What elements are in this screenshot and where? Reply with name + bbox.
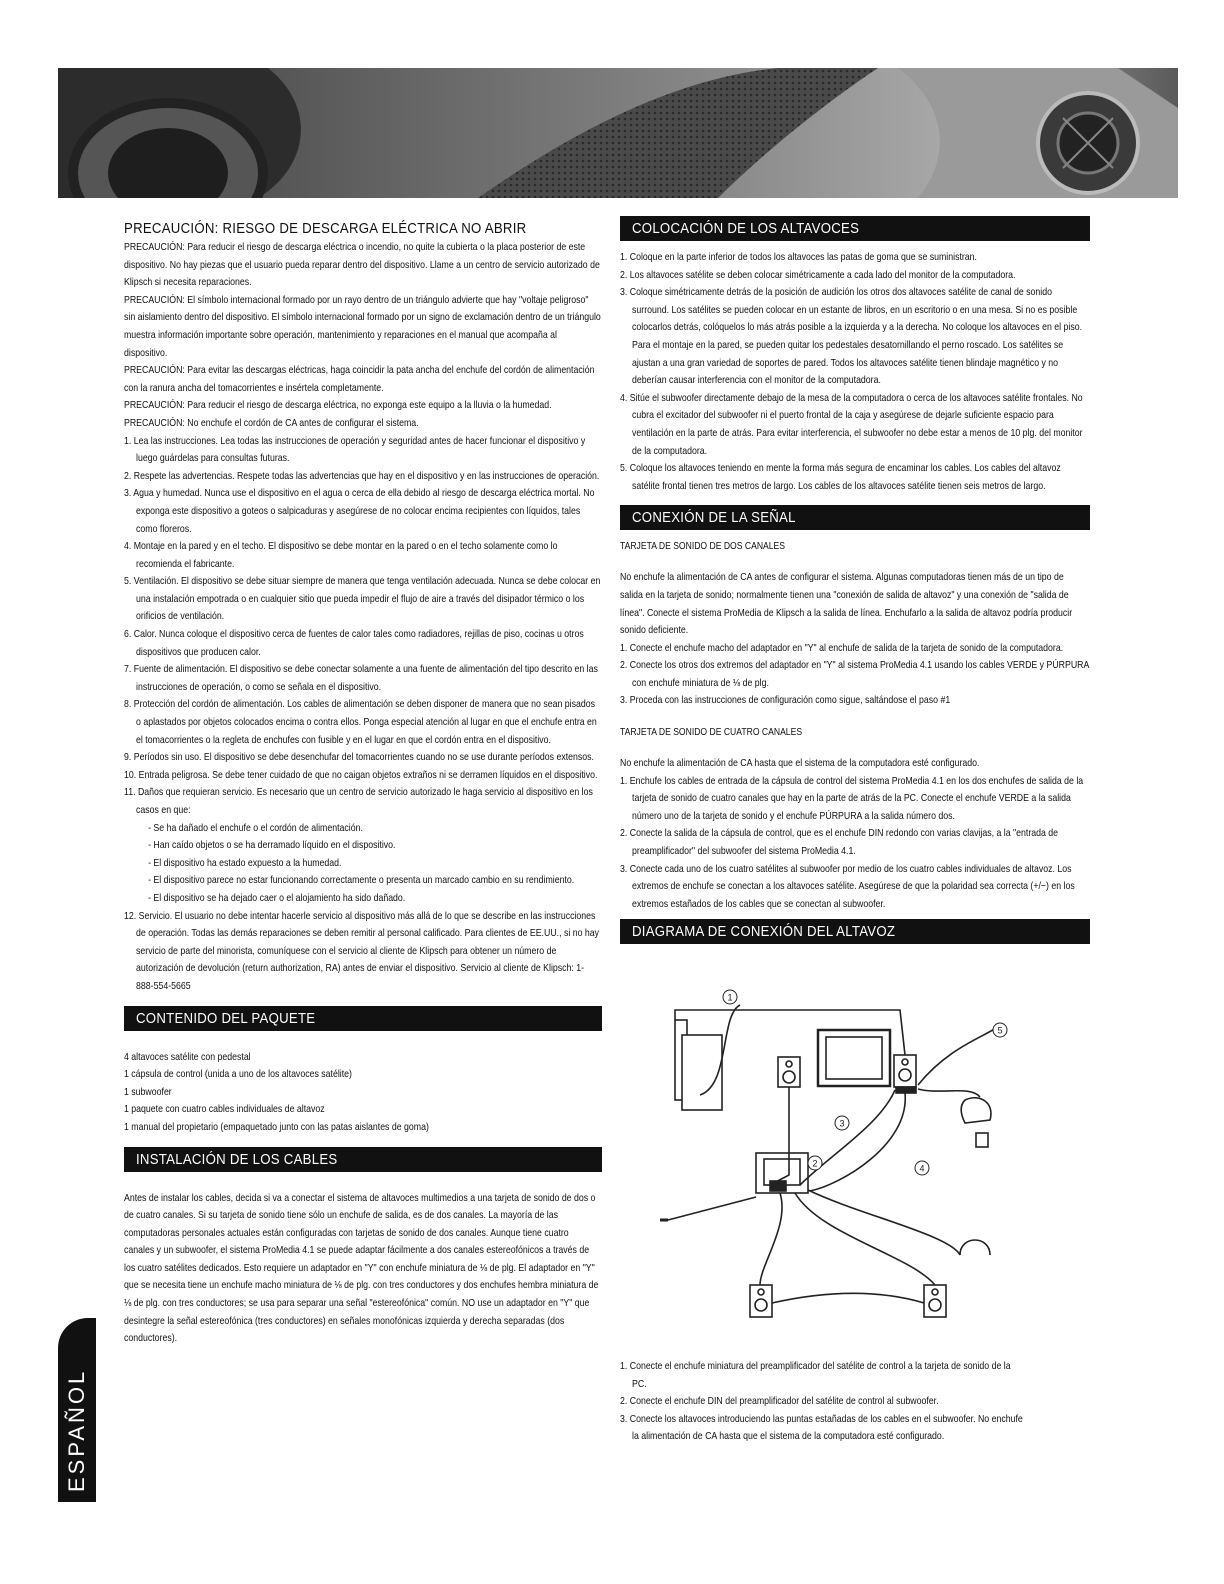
language-label: ESPAÑOL — [64, 1368, 89, 1492]
placement-item: 4. Sitúe el subwoofer directamente debajo de la mesa de la computadora o cerca de los altavoces satélite frontales. No cubra el excitador del subwoofer ni el puerto frontal de la caja y asegúrese de dejarle suficiente espacio para ventilación en la parte de atrás. Para evitar interferencia, el subwoofer no debe estar a menos de 10 plg. del monitor de la computadora. — [620, 392, 1083, 457]
four-channel-item: 3. Conecte cada uno de los cuatro satélites al subwoofer por medio de los cuatro cables individuales de altavoz. Los extremos de enchufe se conectan a los altavoces satélite. Asegúrese de que la polaridad sea correcta (+/−) en los extremos estañados de los cables que se conectan al subwoofer. — [620, 863, 1075, 910]
placement-title: COLOCACIÓN DE LOS ALTAVOCES — [632, 220, 860, 237]
four-channel-section — [620, 755, 1089, 913]
front-left-satellite — [778, 1057, 800, 1087]
monitor — [818, 1030, 890, 1086]
safety-item: 11. Daños que requieran servicio. Es necesario que un centro de servicio autorizado le haga servicio al dispositivo en los casos en que: — [124, 787, 593, 816]
diagram-title: DIAGRAMA DE CONEXIÓN DEL ALTAVOZ — [632, 923, 896, 941]
placement-section-header — [620, 216, 1090, 241]
safety-item: 4. Montaje en la pared y en el techo. El dispositivo se debe montar en la pared o en el techo solamente como lo recomienda el fabricante. — [124, 541, 558, 570]
caution-title: PRECAUCIÓN: RIESGO DE DESCARGA ELÉCTRICA NO ABRIR — [124, 220, 527, 237]
placement-item: 2. Los altavoces satélite se deben colocar simétricamente a cada lado del monitor de la computadora. — [620, 269, 1016, 281]
language-side-tab — [58, 1318, 96, 1502]
diagram-item: 2. Conecte el enchufe DIN del preamplificador del satélite de control al subwoofer. — [620, 1396, 939, 1408]
rear-left-satellite — [750, 1285, 772, 1317]
safety-item: 2. Respete las advertencias. Respete todas las advertencias que hay en el dispositivo y en las instrucciones de operación. — [124, 470, 600, 482]
two-channel-item: 2. Conecte los otros dos extremos del adaptador en "Y" al sistema ProMedia 4.1 usando los cables VERDE y PÚRPURA con enchufe miniatura de ⅛ de plg. — [620, 660, 1089, 689]
caution-paragraph: PRECAUCIÓN: El símbolo internacional formado por un rayo dentro de un triángulo advierte que hay "voltaje peligroso" sin aislamiento dentro del dispositivo. El símbolo internacional formado por un signo de exclamación dentro de un triángulo muestra información importante sobre operación, mantenimiento y reparaciones en el manual que acompaña al dispositivo. — [124, 294, 601, 359]
placement-item: 5. Coloque los altavoces teniendo en mente la forma más segura de encaminar los cables. Los cables del altavoz satélite frontal tienen tres metros de largo. Los cables de los altavoces satélite tienen seis metros de largo. — [620, 463, 1061, 492]
cables-title: INSTALACIÓN DE LOS CABLES — [136, 1150, 338, 1168]
callout-label: 1 — [727, 992, 733, 1003]
right-column — [620, 216, 1090, 944]
package-item: 1 paquete con cuatro cables individuales de altavoz — [124, 1104, 325, 1116]
damage-case: - Se ha dañado el enchufe o el cordón de alimentación. — [148, 822, 363, 834]
diagram-section-header — [620, 919, 1090, 944]
four-channel-title: TARJETA DE SONIDO DE CUATRO CANALES — [620, 727, 803, 739]
mouse-device — [961, 1098, 991, 1123]
rear-right-satellite — [924, 1285, 946, 1317]
package-item: 1 cápsula de control (unida a uno de los altavoces satélite) — [124, 1069, 352, 1081]
cables-text: Antes de instalar los cables, decida si va a conectar el sistema de altavoces multimedios a una tarjeta de sonido de dos o de cuatro canales. Si su tarjeta de sonido tiene sólo un enchufe de salida, es de dos canales. La mayoría de las computadoras personales actuales están configuradas con tarjetas de sonido de dos canales. Aunque tiene cuatro canales y un subwoofer, el sistema ProMedia 4.1 se puede adaptar fácilmente a dos canales estereofónicos a través de los cuatro satélites dedicados. Esto requiere un adaptador en "Y" con enchufe miniatura de ⅛ de plg. El adaptador en "Y" que se necesita tiene un enchufe macho miniatura de ⅛ de plg. con tres conductores y dos enchufes hembra miniatura de ⅛ de plg. con tres conductores; se usa para separar una señal "estereofónica" común. NO use un adaptador en "Y" que desintegre la señal estereofónica (tres conductores) en señales monofónicas izquierda y derecha separadas (dos conductores). — [124, 1192, 599, 1345]
four-channel-item: 2. Conecte la salida de la cápsula de control, que es el enchufe DIN redondo con varias clavijas, a la "entrada de preamplificador" del subwoofer del sistema ProMedia 4.1. — [620, 828, 1059, 858]
placement-item: 3. Coloque simétricamente detrás de la posición de audición los otros dos altavoces satélite de canal de sonido surround. Los satélites se pueden colocar en un estante de libros, en un escritorio o en una mesa. Si no es posible colocarlos detrás, colóquelos lo más atrás posible a la izquierda y a la derecha. No coloque los altavoces en el piso. Para el montaje en la pared, se pueden quitar los pedestales desatornillando el perno roscado. Los satélites se ajustan a una gran variedad de soportes de pared. Todos los altavoces satélite tienen blindaje magnético y no deberían causar interferencia con el monitor de la computadora. — [620, 287, 1083, 387]
cable — [772, 1293, 924, 1303]
diagram-item: 3. Conecte los altavoces introduciendo las puntas estañadas de los cables en el subwoofer. No enchufe la alimentación de CA hasta que el sistema de la computadora esté configurado. — [620, 1413, 1023, 1443]
diagram-item: 1. Conecte el enchufe miniatura del preamplificador del satélite de control a la tarjeta de sonido de la PC. — [620, 1361, 1011, 1390]
safety-item: 10. Entrada peligrosa. Se debe tener cuidado de que no caigan objetos extraños ni se derramen líquidos en el dispositivo. — [124, 769, 598, 781]
computer-tower — [682, 1035, 722, 1110]
four-channel-text: No enchufe la alimentación de CA hasta que el sistema de la computadora esté configurado. — [620, 758, 980, 770]
cable — [918, 1089, 980, 1097]
package-item: 1 subwoofer — [124, 1086, 172, 1098]
headphones — [960, 1240, 990, 1255]
signal-section-header — [620, 505, 1090, 530]
callout-label: 3 — [839, 1118, 845, 1129]
front-right-satellite-control — [894, 1055, 916, 1093]
caution-text — [124, 239, 601, 996]
safety-item: 12. Servicio. El usuario no debe intentar hacerle servicio al dispositivo más allá de lo que se describe en las instrucciones de operación. Todas las demás reparaciones se deben remitir al personal calificado. Para clientes de EE.UU., si no hay servicio de parte del minorista, comuníquese con el servicio al cliente de Klipsch para obtener un número de autorización de devolución (return authorization, RA) antes de enviar el dispositivo. Servicio al cliente de Klipsch: 1-888-554-5665 — [124, 910, 600, 992]
two-channel-title: TARJETA DE SONIDO DE DOS CANALES — [620, 541, 786, 553]
package-item: 4 altavoces satélite con pedestal — [124, 1051, 251, 1063]
header-photo-banner — [58, 68, 1178, 198]
two-channel-section — [620, 569, 1089, 710]
cable — [810, 1093, 905, 1191]
callout-label: 5 — [997, 1025, 1003, 1036]
left-column — [124, 220, 602, 1348]
callout-label: 2 — [812, 1158, 818, 1169]
cable — [760, 1193, 782, 1285]
package-section-header — [124, 1006, 602, 1031]
cable — [668, 1197, 756, 1220]
diagram-instructions — [620, 1358, 1024, 1446]
small-speaker — [976, 1133, 988, 1147]
damage-case: - El dispositivo ha estado expuesto a la humedad. — [148, 857, 342, 869]
safety-item: 1. Lea las instrucciones. Lea todas las instrucciones de operación y seguridad antes de hacer funcionar el dispositivo y luego guárdelas para consultas futuras. — [124, 435, 586, 465]
safety-item: 3. Agua y humedad. Nunca use el dispositivo en el agua o cerca de ella debido al riesgo de descarga eléctrica mortal. No exponga este dispositivo a goteos o salpicaduras y asegúrese de no colocar encima recipientes con líquidos, tales como floreros. — [124, 488, 595, 535]
damage-case: - Han caído objetos o se ha derramado líquido en el dispositivo. — [148, 840, 396, 852]
package-item: 1 manual del propietario (empaquetado junto con las patas aislantes de goma) — [124, 1121, 429, 1133]
safety-item: 6. Calor. Nunca coloque el dispositivo cerca de fuentes de calor tales como radiadores, rejillas de piso, cocinas u otros dispositivos que producen calor. — [124, 629, 584, 658]
safety-item: 5. Ventilación. El dispositivo se debe situar siempre de manera que tenga ventilación adecuada. Nunca se debe colocar en una instalación empotrada o en cualquier sitio que pueda impedir el flujo de aire a través del disipador térmico o los orificios de ventilación. — [124, 576, 601, 623]
safety-item: 8. Protección del cordón de alimentación. Los cables de alimentación se deben disponer de manera que no sean pisados o aplastados por objetos colocados encima o contra ellos. Ponga especial atención al lugar en que el enchufe entra en el tomacorrientes o la regleta de enchufes con fusible y en el lugar en que el cordón entra en el dispositivo. — [124, 699, 597, 746]
damage-case: - El dispositivo parece no estar funcionando correctamente o presenta un marcado cambio en su rendimiento. — [148, 875, 575, 887]
two-channel-item: 1. Conecte el enchufe macho del adaptador en "Y" al enchufe de salida de la tarjeta de sonido de la computadora. — [620, 642, 1064, 654]
cable — [808, 1190, 960, 1255]
placement-item: 1. Coloque en la parte inferior de todos los altavoces las patas de goma que se suministran. — [620, 252, 977, 263]
caution-paragraph: PRECAUCIÓN: Para reducir el riesgo de descarga eléctrica, no exponga este equipo a la lluvia o la humedad. — [124, 400, 552, 412]
cables-section-header — [124, 1147, 602, 1172]
four-channel-item: 1. Enchufe los cables de entrada de la cápsula de control del sistema ProMedia 4.1 en los dos enchufes de salida de la tarjeta de sonido de cuatro canales que hay en la parte de atrás de la PC. Conecte el enchufe VERDE a la salida número uno de la tarjeta de sonido y el enchufe PÚRPURA a la salida número dos. — [620, 775, 1084, 822]
callout-label: 4 — [919, 1163, 925, 1174]
caution-paragraph: PRECAUCIÓN: No enchufe el cordón de CA antes de configurar el sistema. — [124, 417, 419, 429]
cable — [795, 1193, 935, 1285]
subwoofer — [756, 1153, 808, 1193]
two-channel-item: 3. Proceda con las instrucciones de configuración como sigue, saltándose el paso #1 — [620, 695, 951, 707]
package-title: CONTENIDO DEL PAQUETE — [136, 1009, 316, 1027]
signal-title: CONEXIÓN DE LA SEÑAL — [632, 509, 796, 527]
damage-case: - El dispositivo se ha dejado caer o el alojamiento ha sido dañado. — [148, 892, 406, 904]
placement-list — [620, 249, 1089, 495]
cable — [918, 1025, 1003, 1085]
caution-paragraph: PRECAUCIÓN: Para evitar las descargas eléctricas, haga coincidir la pata ancha del enchufe del cordón de alimentación con la ranura ancha del tomacorrientes e insértela completamente. — [124, 365, 595, 394]
caution-paragraph: PRECAUCIÓN: Para reducir el riesgo de descarga eléctrica o incendio, no quite la cubierta o la placa posterior de este dispositivo. No hay piezas que el usuario pueda reparar dentro del dispositivo. Llame a un centro de servicio autorizado de Klipsch si necesita reparaciones. — [124, 242, 600, 289]
connection-diagram — [660, 985, 1020, 1330]
cable — [800, 1090, 895, 1185]
two-channel-text: No enchufe la alimentación de CA antes de configurar el sistema. Algunas computadoras tienen más de un tipo de salida en la tarjeta de sonido; normalmente tienen una "conexión de salida de altavoz" y una conexión de "salida de línea". Conecte el sistema ProMedia de Klipsch a la salida de línea. Enchufarlo a la salida de altavoz podría producir sonido deficiente. — [620, 572, 1073, 637]
safety-item: 7. Fuente de alimentación. El dispositivo se debe conectar solamente a una fuente de alimentación del tipo descrito en las instrucciones de operación, o como se señala en el dispositivo. — [124, 664, 598, 693]
speaker-photo — [58, 68, 1178, 198]
package-list — [124, 1049, 601, 1137]
safety-item: 9. Períodos sin uso. El dispositivo se debe desenchufar del tomacorrientes cuando no se use durante períodos extensos. — [124, 752, 594, 764]
